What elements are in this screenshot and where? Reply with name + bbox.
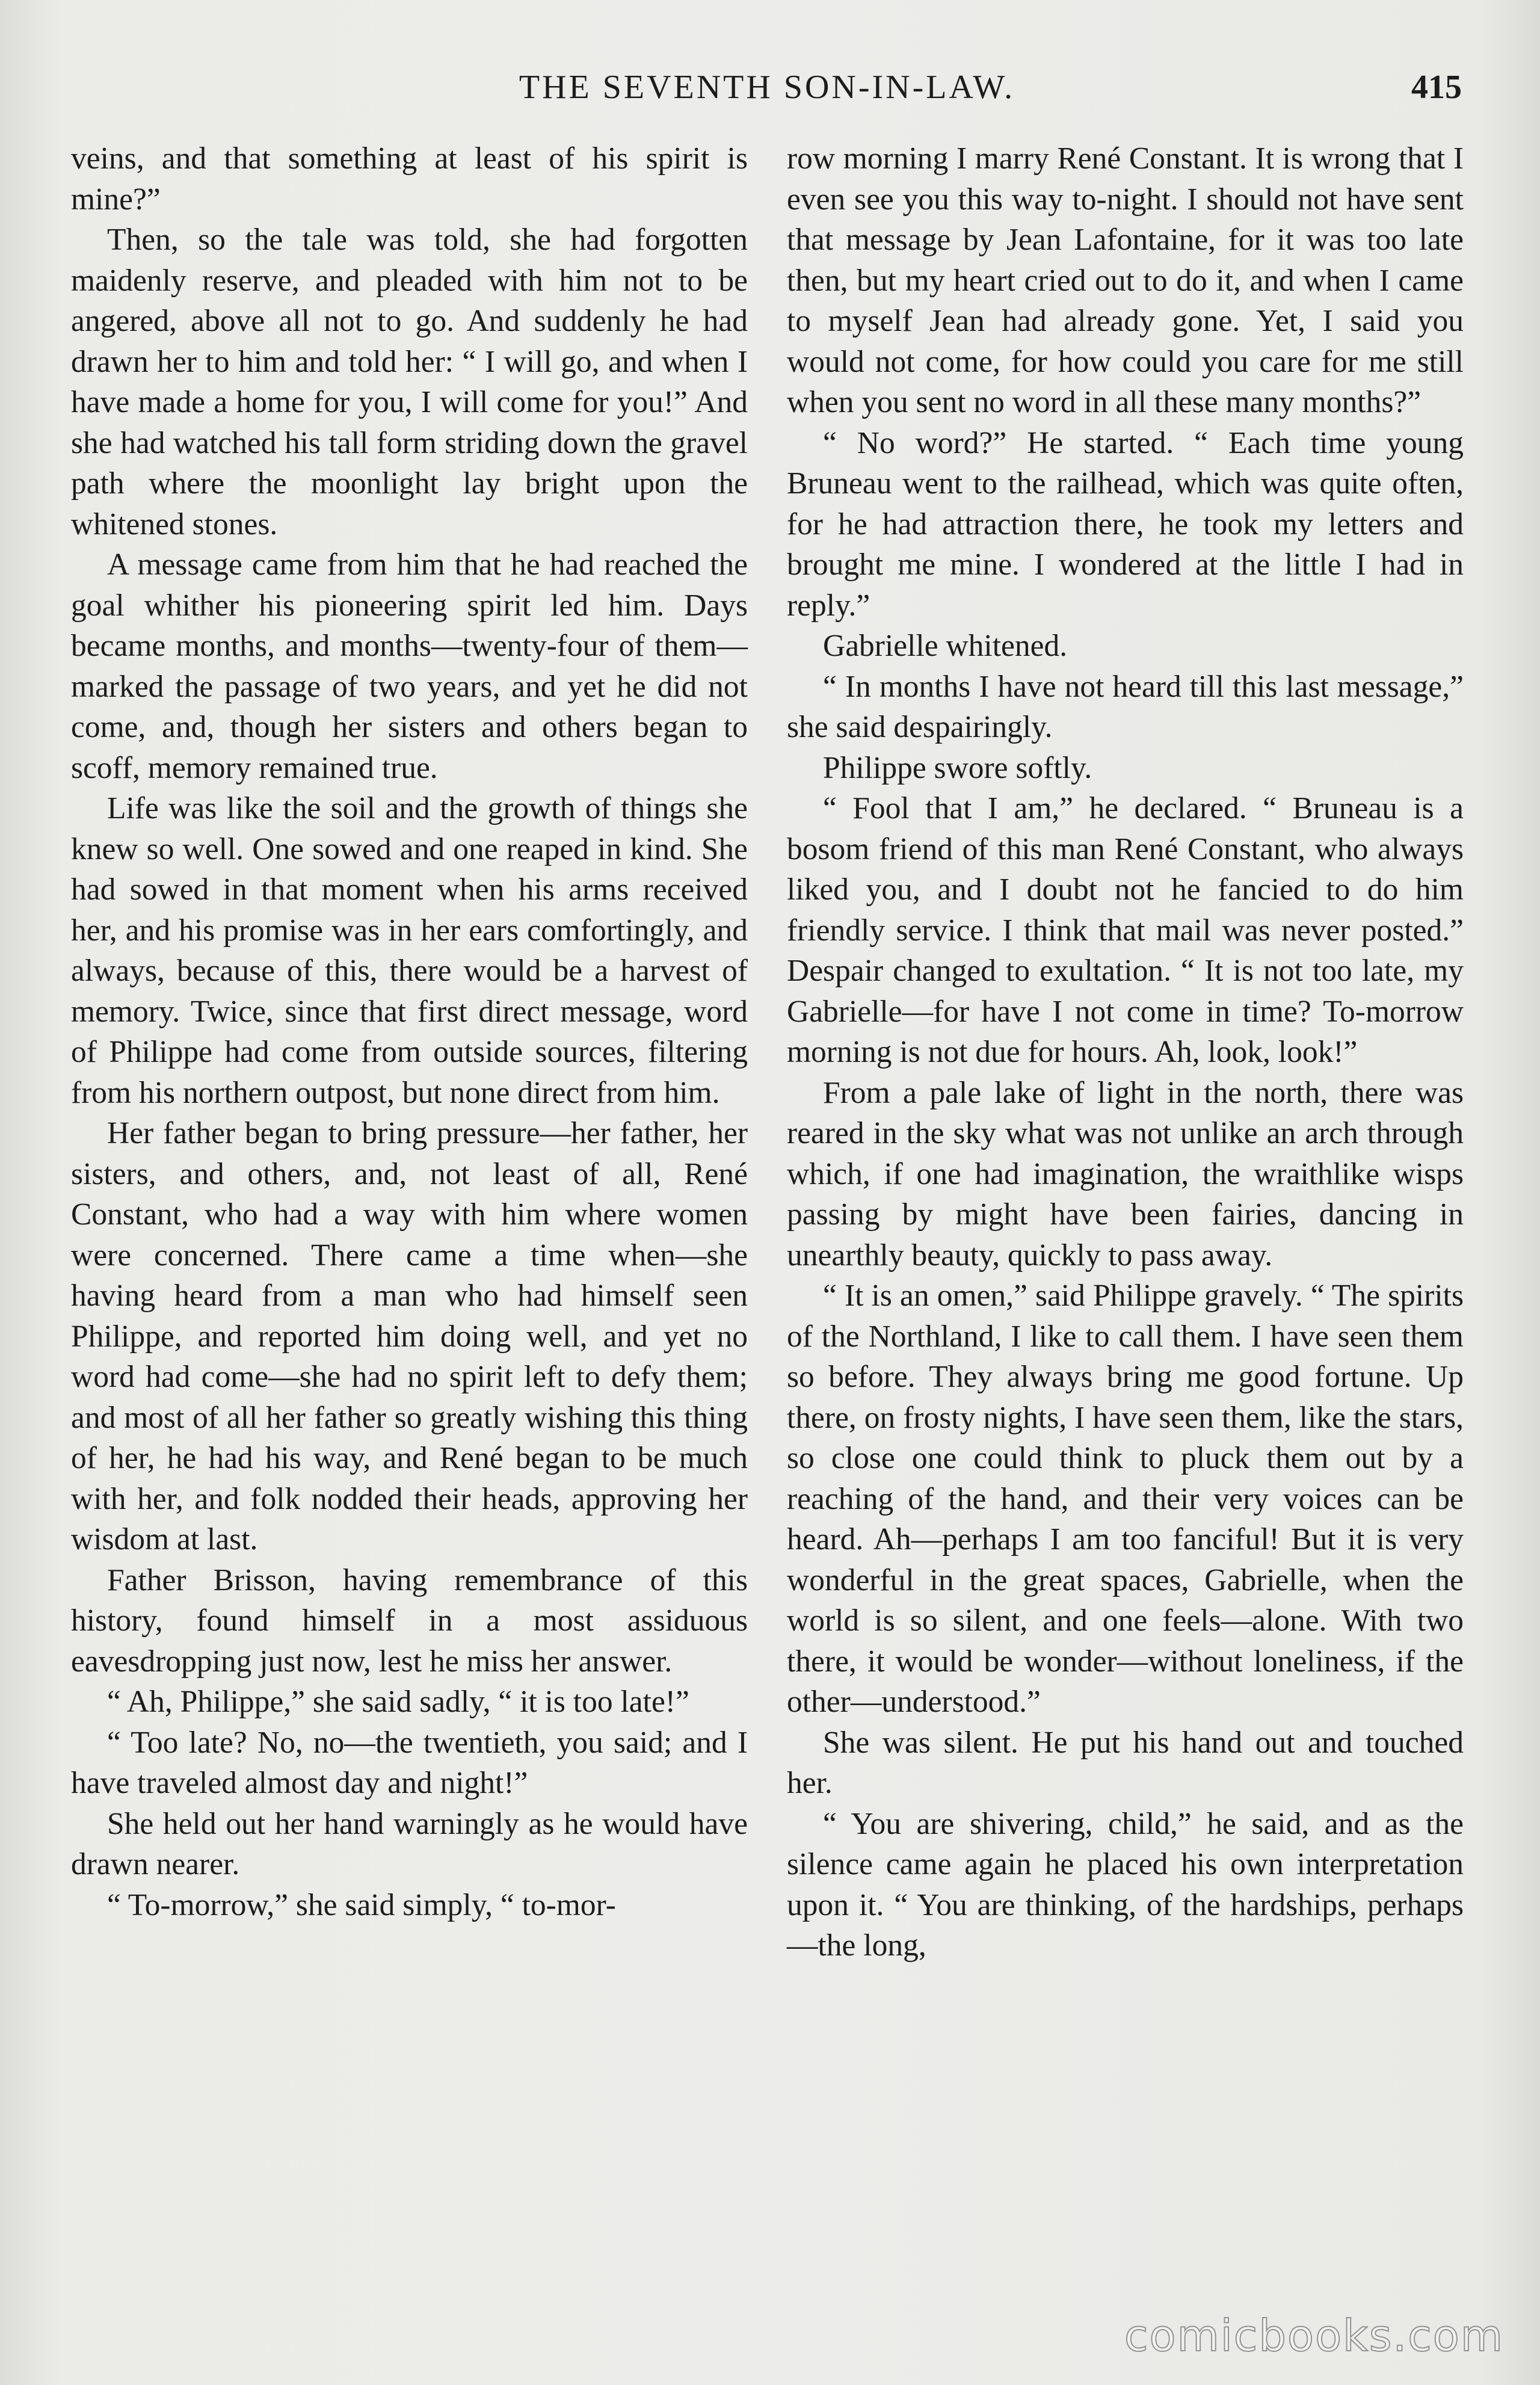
paragraph: Her father began to bring pressure—her father, her sisters, and others, and, not least of all, René Constant, who had a way with him where women were concerned. There came a time when—she having heard from a man who had himself seen Philippe, and reported him doing well, and yet no word had come—she had no spirit left to defy them; and most of all her father so greatly wishing this thing of her, he had his way, and René began to be much with her, and folk nodded their heads, approving her wisdom at last. xyxy=(71,1116,748,1557)
page-number: 415 xyxy=(1411,69,1462,106)
paragraph: Then, so the tale was told, she had forgotten maidenly reserve, and pleaded with him not to be angered, above all not to go. And suddenly he had drawn her to him and told her: “ I will go, and when I have made a home for you, I will come for you!” And she had watched his tall form striding down the gravel path where the moonlight lay bright upon the whitened stones. xyxy=(71,223,748,541)
paragraph: From a pale lake of light in the north, there was reared in the sky what was not unlike an arch through which, if one had imagination, the wraithlike wisps passing by might have been fairies, dancing in unearthly beauty, quickly to pass away. xyxy=(787,1075,1464,1273)
paragraph: row morning I marry René Constant. It is wrong that I even see you this way to-night. I should not have sent that message by Jean Lafontaine, for it was too late then, but my heart cried out to do it, and when I came to myself Jean had already gone. Yet, I said you would not come, for how could you care for me still when you sent no word in all these many months?” xyxy=(787,141,1464,419)
watermark: comicbooks.com xyxy=(1124,2310,1504,2361)
paragraph: Philippe swore softly. xyxy=(823,750,1092,785)
right-column xyxy=(787,138,1464,1966)
paragraph: She was silent. He put his hand out and touched her. xyxy=(787,1725,1464,1800)
paragraph: Gabrielle whitened. xyxy=(823,629,1068,663)
paragraph: “ It is an omen,” said Philippe gravely. “ The spirits of the Northland, I like to call them. I have seen them so before. They always bring me good fortune. Up there, on frosty nights, I have seen them, like the stars, so close one could think to pluck them out by a reaching of the hand, and their very voices can be heard. Ah—perhaps I am too fanciful! But it is very wonderful in the great spaces, Gabrielle, when the world is so silent, and one feels—alone. With two there, it would be wonder—without loneliness, if the other—understood.” xyxy=(787,1279,1464,1719)
paragraph: “ To-morrow,” she said simply, “ to-mor- xyxy=(107,1887,616,1922)
running-title: THE SEVENTH SON-IN-LAW. xyxy=(519,69,1015,106)
paragraph: Father Brisson, having remembrance of this history, found himself in a most assiduous eavesdropping just now, lest he miss her answer. xyxy=(71,1563,748,1679)
paragraph: “ Ah, Philippe,” she said sadly, “ it is too late!” xyxy=(107,1685,689,1719)
paragraph: veins, and that something at least of his spirit is mine?” xyxy=(71,141,748,217)
page-header xyxy=(66,60,1468,114)
paragraph: “ No word?” He started. “ Each time young Bruneau went to the railhead, which was quite often, for he had attraction there, he took my letters and brought me mine. I wondered at the little I had in reply.” xyxy=(787,425,1464,623)
paragraph: “ Too late? No, no—the twentieth, you said; and I have traveled almost day and night!” xyxy=(71,1725,748,1800)
paragraph: “ Fool that I am,” he declared. “ Bruneau is a bosom friend of this man René Constant, who always liked you, and I doubt not he fancied to do him friendly service. I think that mail was never posted.” Despair changed to exultation. “ It is not too late, my Gabrielle—for have I not come in time? To-morrow morning is not due for hours. Ah, look, look!” xyxy=(787,791,1464,1069)
paragraph: Life was like the soil and the growth of things she knew so well. One sowed and one reaped in kind. She had sowed in that moment when his arms received her, and his promise was in her ears comfortingly, and always, because of this, there would be a harvest of memory. Twice, since that first direct message, word of Philippe had come from outside sources, filtering from his northern outpost, but none direct from him. xyxy=(71,791,748,1110)
paragraph: She held out her hand warningly as he would have drawn nearer. xyxy=(71,1806,748,1881)
paragraph: A message came from him that he had reached the goal whither his pioneering spirit led him. Days became months, and months—twenty-four of them—marked the passage of two years, and yet he did not come, and, though her sisters and others began to scoff, memory remained true. xyxy=(71,548,748,785)
paragraph: “ In months I have not heard till this last message,” she said despairingly. xyxy=(787,669,1464,744)
left-column xyxy=(71,138,748,1925)
paragraph: “ You are shivering, child,” he said, and as the silence came again he placed his own interpretation upon it. “ You are thinking, of the hardships, perhaps—the long, xyxy=(787,1806,1464,1963)
